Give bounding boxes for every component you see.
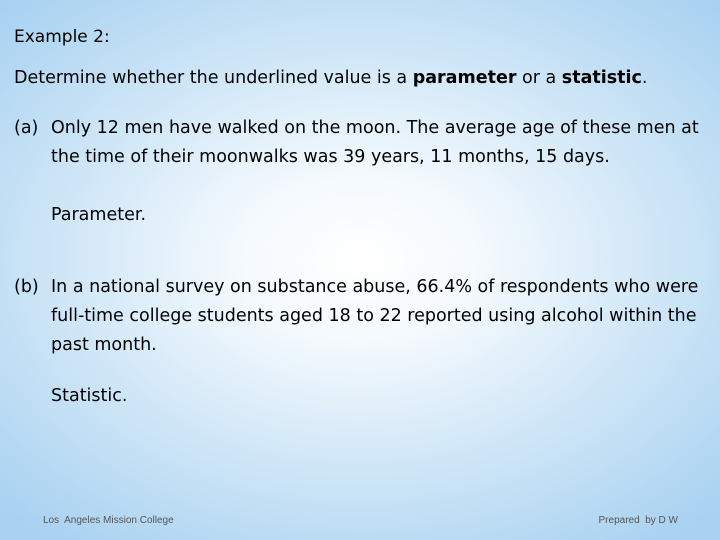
instructions-middle: or a: [516, 68, 562, 88]
answer-b: Statistic.: [51, 386, 128, 406]
footer-college: Los Angeles Mission College: [43, 515, 174, 526]
question-text: In a national survey on substance abuse, 66.4% of respondents who were full-time college students aged 18 to 22 reported using alcohol within the past month.: [51, 277, 699, 355]
answer-a: Parameter.: [51, 205, 147, 225]
instructions-suffix: .: [641, 68, 648, 88]
question-marker: (b): [14, 277, 39, 297]
footer-author: Prepared by D W: [598, 515, 678, 526]
question-text: Only 12 men have walked on the moon. The average age of these men at the time of their moonwalks was 39 years, 11 months, 15 days.: [51, 118, 699, 167]
question-marker: (a): [14, 118, 39, 138]
term-parameter: parameter: [412, 68, 517, 88]
example-heading: Example 2:: [14, 27, 110, 47]
term-statistic: statistic: [561, 68, 642, 88]
instructions: [14, 67, 704, 89]
question-a: [14, 114, 704, 172]
instructions-prefix: Determine whether the underlined value is a: [14, 68, 413, 88]
question-b: [14, 273, 704, 360]
